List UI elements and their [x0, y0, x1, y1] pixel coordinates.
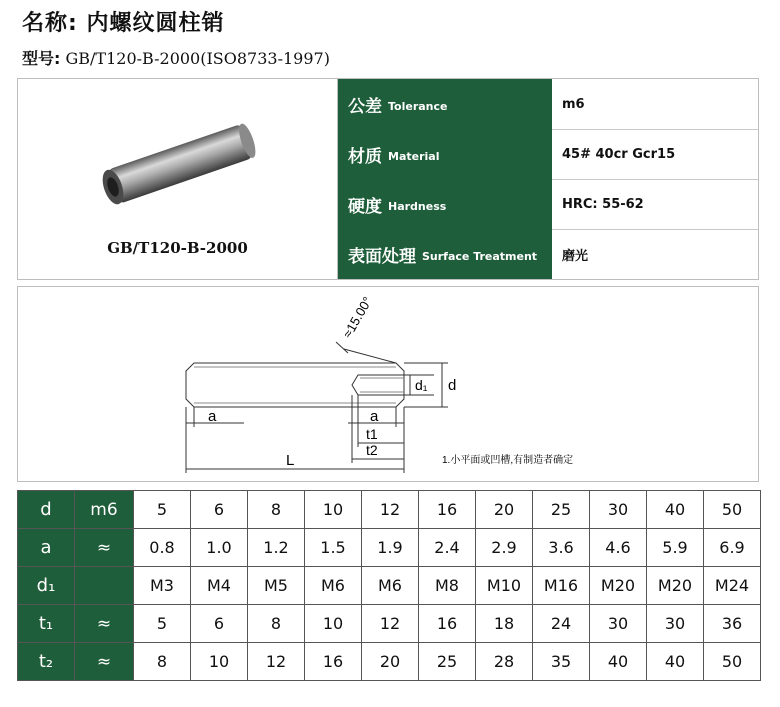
t2-label: t2	[366, 442, 378, 458]
row-qualifier: ≈	[75, 529, 134, 567]
table-cell: M3	[134, 567, 191, 605]
row-symbol: t₂	[18, 643, 75, 681]
spec-value: 磨光	[562, 248, 589, 264]
table-cell: 16	[419, 605, 476, 643]
table-cell: M24	[704, 567, 761, 605]
table-cell: 20	[476, 491, 533, 529]
table-cell: 6.9	[704, 529, 761, 567]
drawing-svg	[18, 287, 758, 481]
table-cell: 6	[191, 491, 248, 529]
table-cell: 8	[248, 491, 305, 529]
row-symbol: a	[18, 529, 75, 567]
table-cell: 5	[134, 605, 191, 643]
dimension-table	[17, 490, 761, 681]
d-label: d	[448, 377, 457, 394]
table-cell: 28	[476, 643, 533, 681]
a-left-label: a	[208, 408, 217, 425]
L-label: L	[286, 452, 295, 469]
table-cell: 40	[590, 643, 647, 681]
pin-outline	[186, 363, 404, 407]
spec-value: HRC: 55-62	[562, 196, 644, 212]
table-cell: 10	[191, 643, 248, 681]
angle-leader	[344, 349, 396, 363]
spec-row-tolerance	[338, 79, 758, 130]
spec-key-en: Hardness	[388, 199, 447, 213]
table-cell: M6	[305, 567, 362, 605]
spec-key-cn: 公差	[348, 96, 382, 117]
table-cell: 25	[419, 643, 476, 681]
table-cell: 4.6	[590, 529, 647, 567]
model-label: 型号:	[22, 49, 61, 68]
table-cell: 10	[305, 605, 362, 643]
spec-key-cn: 表面处理	[348, 246, 416, 267]
table-cell: 8	[134, 643, 191, 681]
spec-key	[338, 229, 552, 279]
spec-value: 45# 40cr Gcr15	[562, 146, 676, 162]
name-label: 名称:	[22, 11, 78, 36]
table-cell: 1.9	[362, 529, 419, 567]
d1-label: d₁	[415, 377, 428, 393]
row-qualifier: ≈	[75, 643, 134, 681]
t1-label: t1	[366, 426, 378, 442]
table-cell: M5	[248, 567, 305, 605]
table-cell: 12	[362, 605, 419, 643]
spec-key-cn: 材质	[348, 146, 382, 167]
row-symbol: t₁	[18, 605, 75, 643]
table-row	[18, 605, 761, 643]
table-cell: 50	[704, 643, 761, 681]
table-cell: 30	[590, 491, 647, 529]
table-cell: 36	[704, 605, 761, 643]
table-cell: 30	[590, 605, 647, 643]
spec-value: m6	[562, 96, 585, 112]
photo-caption: GB/T120-B-2000	[107, 239, 248, 257]
table-cell: 50	[704, 491, 761, 529]
table-cell: M20	[647, 567, 704, 605]
table-cell: 25	[533, 491, 590, 529]
model-number: GB/T120-B-2000(ISO8733-1997)	[65, 49, 330, 68]
spec-key-en: Tolerance	[388, 99, 448, 113]
table-row	[18, 491, 761, 529]
angle-leader	[336, 342, 348, 353]
table-cell: 12	[248, 643, 305, 681]
table-cell: 40	[647, 643, 704, 681]
table-cell: 2.9	[476, 529, 533, 567]
product-photo	[18, 79, 338, 279]
table-cell: M10	[476, 567, 533, 605]
table-cell: 5.9	[647, 529, 704, 567]
table-cell: 35	[533, 643, 590, 681]
page-title	[22, 6, 225, 37]
spec-key	[338, 79, 552, 129]
table-row	[18, 643, 761, 681]
product-name: 内螺纹圆柱销	[86, 11, 225, 36]
spec-key-en: Material	[388, 149, 440, 163]
a-right-label: a	[370, 408, 379, 425]
table-cell: M8	[419, 567, 476, 605]
table-cell: 6	[191, 605, 248, 643]
row-qualifier: ≈	[75, 605, 134, 643]
table-cell: 10	[305, 491, 362, 529]
drawing-note: 1.小平面或凹槽,有制造者确定	[442, 455, 574, 466]
table-cell: 18	[476, 605, 533, 643]
spec-key-cn: 硬度	[348, 196, 382, 217]
table-cell: 12	[362, 491, 419, 529]
angle-label: ≈15.00°	[339, 294, 376, 341]
table-cell: 1.0	[191, 529, 248, 567]
dowel-pin-image	[18, 79, 337, 229]
spec-row-surface	[338, 229, 758, 279]
table-row	[18, 529, 761, 567]
table-cell: M20	[590, 567, 647, 605]
table-cell: 0.8	[134, 529, 191, 567]
spec-key	[338, 129, 552, 179]
table-row	[18, 567, 761, 605]
table-cell: 24	[533, 605, 590, 643]
spec-row-material	[338, 129, 758, 180]
table-cell: 40	[647, 491, 704, 529]
row-symbol: d₁	[18, 567, 75, 605]
table-cell: 8	[248, 605, 305, 643]
spec-table	[338, 79, 758, 279]
table-cell: 16	[305, 643, 362, 681]
table-cell: 1.2	[248, 529, 305, 567]
spec-row-hardness	[338, 179, 758, 230]
table-cell: 5	[134, 491, 191, 529]
row-symbol: d	[18, 491, 75, 529]
table-cell: M16	[533, 567, 590, 605]
table-cell: 20	[362, 643, 419, 681]
model-line	[22, 46, 330, 69]
spec-key	[338, 179, 552, 229]
table-cell: M4	[191, 567, 248, 605]
technical-drawing	[17, 286, 759, 482]
table-cell: M6	[362, 567, 419, 605]
row-qualifier: m6	[75, 491, 134, 529]
spec-key-en: Surface Treatment	[422, 249, 538, 263]
table-cell: 2.4	[419, 529, 476, 567]
table-cell: 1.5	[305, 529, 362, 567]
product-overview	[17, 78, 759, 280]
table-cell: 3.6	[533, 529, 590, 567]
table-cell: 30	[647, 605, 704, 643]
table-cell: 16	[419, 491, 476, 529]
row-qualifier	[75, 567, 134, 605]
